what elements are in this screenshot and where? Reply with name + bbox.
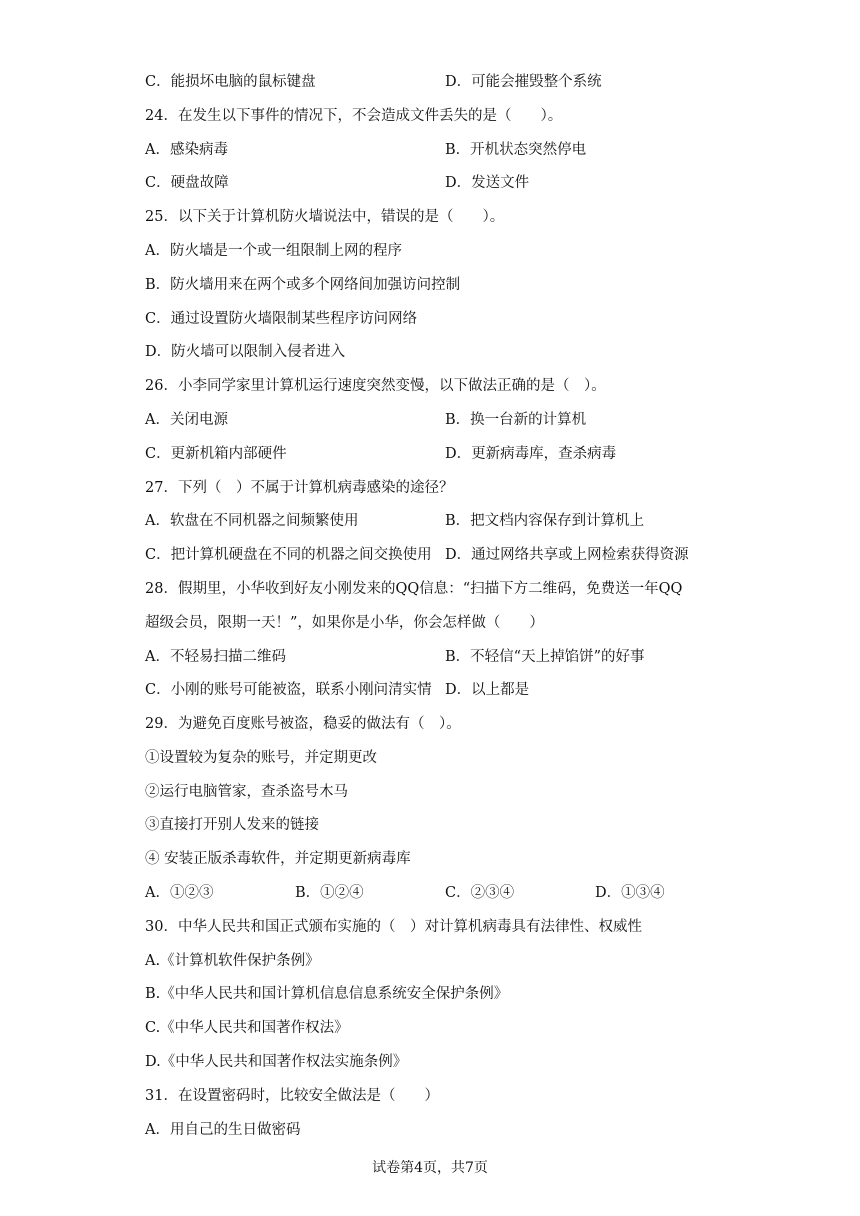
q25-option-c: C．通过设置防火墙限制某些程序访问网络 [145,311,418,327]
q30-option-b: B.《中华人民共和国计算机信息信息系统安全保护条例》 [145,986,509,1002]
q29-item-1: ①设置较为复杂的账号，并定期更改 [145,750,377,766]
q31-stem: 31．在设置密码时，比较安全做法是（ ） [145,1088,439,1104]
q27-option-b: B．把文档内容保存到计算机上 [445,513,645,529]
q25-option-d: D．防火墙可以限制入侵者进入 [145,344,346,360]
q28-option-d: D．以上都是 [445,682,530,698]
q24-option-a: A．感染病毒 [145,142,228,158]
q29-option-a: A．①②③ [145,885,214,901]
q28-option-a: A．不轻易扫描二维码 [145,649,286,665]
q27-option-c: C．把计算机硬盘在不同的机器之间交换使用 [145,547,432,563]
q28-stem-line1: 28．假期里，小华收到好友小刚发来的QQ信息：“扫描下方二维码，免费送一年QQ [145,581,683,597]
q30-option-a: A.《计算机软件保护条例》 [145,953,320,969]
q29-item-2: ②运行电脑管家，查杀盗号木马 [145,784,348,800]
q26-option-b: B．换一台新的计算机 [445,412,587,428]
q30-stem: 30．中华人民共和国正式颁布实施的（ ）对计算机病毒具有法律性、权威性 [145,919,642,935]
q24-option-b: B．开机状态突然停电 [445,142,587,158]
q28-stem-line2: 超级会员，限期一天！”，如果你是小华，你会怎样做（ ） [145,615,544,631]
q25-option-a: A．防火墙是一个或一组限制上网的程序 [145,243,402,259]
q26-option-a: A．关闭电源 [145,412,228,428]
q28-option-c: C．小刚的账号可能被盗，联系小刚问清实情 [145,682,432,698]
q24-option-c: C．硬盘故障 [145,175,229,191]
q27-option-d: D．通过网络共享或上网检索获得资源 [445,547,689,563]
q29-item-4: ④ 安装正版杀毒软件，并定期更新病毒库 [145,851,411,867]
q29-option-b: B．①②④ [295,885,364,901]
q24-option-d: D．发送文件 [445,175,530,191]
q26-stem: 26．小李同学家里计算机运行速度突然变慢，以下做法正确的是（ ）。 [145,378,606,394]
q25-option-b: B．防火墙用来在两个或多个网络间加强访问控制 [145,277,461,293]
q30-option-c: C.《中华人民共和国著作权法》 [145,1020,349,1036]
q23-option-d: D．可能会摧毁整个系统 [445,74,602,90]
page-footer: 试卷第4页，共7页 [372,1160,488,1176]
q29-option-d: D．①③④ [595,885,665,901]
q24-stem: 24．在发生以下事件的情况下，不会造成文件丢失的是（ ）。 [145,108,563,124]
q27-stem: 27．下列（ ）不属于计算机病毒感染的途径？ [145,480,454,496]
q29-item-3: ③直接打开别人发来的链接 [145,817,319,833]
q31-option-a: A．用自己的生日做密码 [145,1122,301,1138]
q23-option-c: C．能损坏电脑的鼠标键盘 [145,74,316,90]
q28-option-b: B．不轻信“天上掉馅饼”的好事 [445,649,645,665]
q29-option-c: C．②③④ [445,885,515,901]
q25-stem: 25．以下关于计算机防火墙说法中，错误的是（ ）。 [145,209,505,225]
q27-option-a: A．软盘在不同机器之间频繁使用 [145,513,359,529]
q29-stem: 29．为避免百度账号被盗，稳妥的做法有（ ）。 [145,716,461,732]
q30-option-d: D.《中华人民共和国著作权法实施条例》 [145,1054,408,1070]
q26-option-d: D．更新病毒库，查杀病毒 [445,446,617,462]
q26-option-c: C．更新机箱内部硬件 [145,446,287,462]
